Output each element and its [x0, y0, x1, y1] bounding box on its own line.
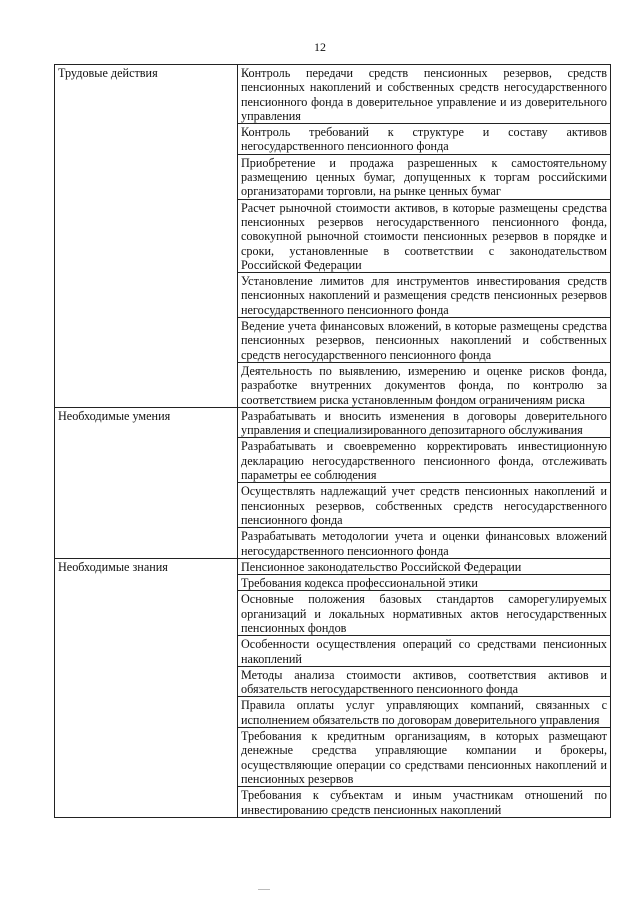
requirement-item: Осуществлять надлежащий учет средств пенсионных накоплений и пенсионных резервов, собственных средств негосударственного пенсионного фонда: [238, 483, 611, 528]
requirement-item: Разрабатывать методологии учета и оценки финансовых вложений негосударственного пенсионного фонда: [238, 528, 611, 559]
requirement-item: Пенсионное законодательство Российской Федерации: [238, 558, 611, 574]
section-label: Необходимые знания: [55, 558, 238, 817]
requirement-item: Основные положения базовых стандартов саморегулируемых организаций и локальных нормативных актов негосударственных пенсионных фондов: [238, 591, 611, 636]
requirement-item: Правила оплаты услуг управляющих компаний, связанных с исполнением обязательств по договорам доверительного управления: [238, 697, 611, 728]
requirement-item: Разрабатывать и вносить изменения в договоры доверительного управления и специализированного депозитарного обслуживания: [238, 407, 611, 438]
table-row: [55, 558, 611, 574]
requirement-item: Ведение учета финансовых вложений, в которые размещены средства пенсионных резервов, пенсионных накоплений и собственных средств негосударственного пенсионного фонда: [238, 318, 611, 363]
requirement-item: Особенности осуществления операций со средствами пенсионных накоплений: [238, 636, 611, 667]
scan-artifact-line: [258, 889, 270, 890]
requirements-table: [54, 64, 611, 818]
page-number: 12: [314, 40, 326, 54]
requirements-table-body: [55, 65, 611, 818]
requirement-item: Деятельность по выявлению, измерению и оценке рисков фонда, разработке внутренних документов фонда, по контролю за соответствием риска установленным фондом ограничениям риска: [238, 362, 611, 407]
requirement-item: Расчет рыночной стоимости активов, в которые размещены средства пенсионных резервов негосударственного пенсионного фонда, совокупной рыночной стоимости пенсионных резервов в порядке и сроки, установленные в соответствии с законодательством Российской Федерации: [238, 199, 611, 272]
section-label: Трудовые действия: [55, 65, 238, 408]
requirement-item: Требования к субъектам и иным участникам отношений по инвестированию средств пенсионных накоплений: [238, 787, 611, 818]
requirement-item: Контроль передачи средств пенсионных резервов, средств пенсионных накоплений и собственных средств негосударственного пенсионного фонда в доверительное управление и из доверительного управления: [238, 65, 611, 124]
requirement-item: Разрабатывать и своевременно корректировать инвестиционную декларацию негосударственного пенсионного фонда, отслеживать параметры ее соблюдения: [238, 438, 611, 483]
section-label: Необходимые умения: [55, 407, 238, 558]
requirement-item: Методы анализа стоимости активов, соответствия активов и обязательств негосударственного пенсионного фонда: [238, 666, 611, 697]
table-row: [55, 407, 611, 438]
requirement-item: Установление лимитов для инструментов инвестирования средств пенсионных накоплений и размещения средств пенсионных резервов негосударственного пенсионного фонда: [238, 273, 611, 318]
requirement-item: Контроль требований к структуре и составу активов негосударственного пенсионного фонда: [238, 124, 611, 155]
table-row: [55, 65, 611, 124]
requirement-item: Требования кодекса профессиональной этики: [238, 575, 611, 591]
requirement-item: Приобретение и продажа разрешенных к самостоятельному размещению ценных бумаг, допущенных к торгам российскими организаторами торговли, на рынке ценных бумаг: [238, 154, 611, 199]
requirement-item: Требования к кредитным организациям, в которых размещают денежные средства управляющие компании и брокеры, осуществляющие операции со средствами пенсионных накоплений и пенсионных резервов: [238, 728, 611, 787]
